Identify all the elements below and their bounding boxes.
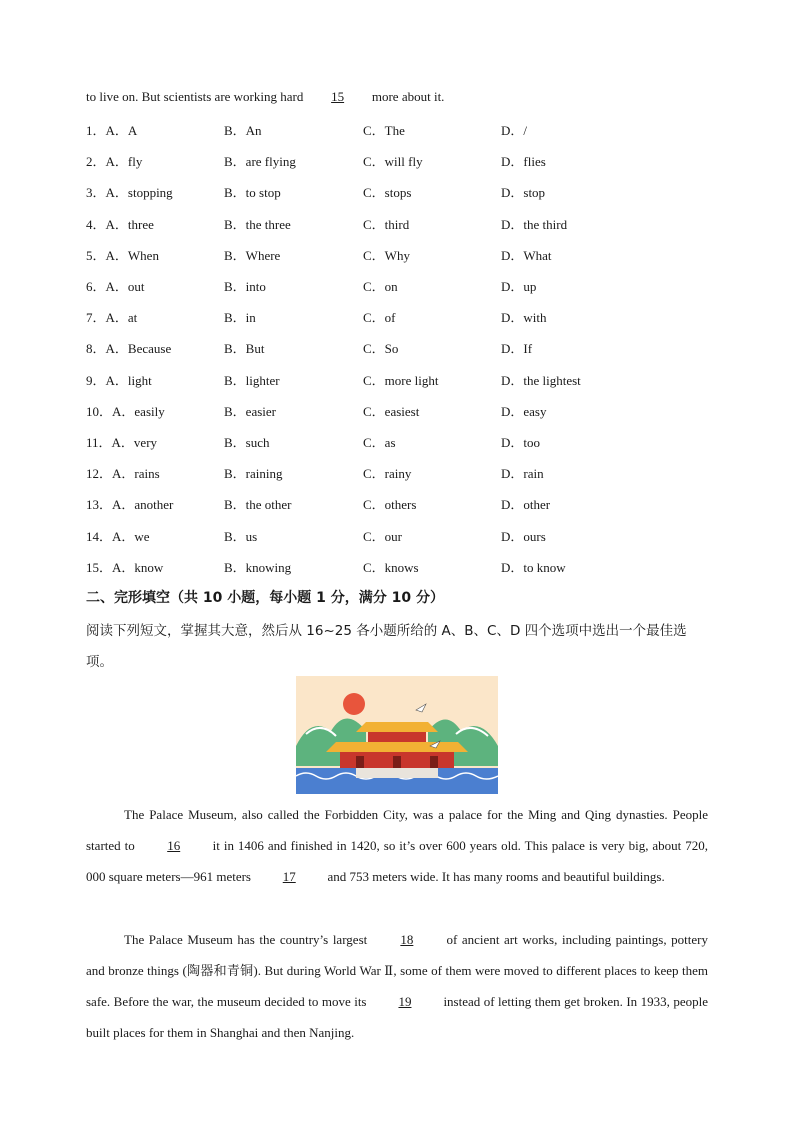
illus-terrace — [356, 768, 438, 778]
question-number: 9． — [86, 372, 106, 388]
blank-18: 18 — [400, 932, 414, 947]
question-row — [86, 151, 706, 171]
option-c: C．as — [363, 435, 396, 450]
question-row — [86, 494, 706, 514]
option-b: B．the three — [224, 216, 291, 232]
instruction-line-1: 阅读下列短文，掌握其大意，然后从 16~25 各小题所给的 A、B、C、D 四个选项中选出一个最佳选 — [86, 623, 687, 639]
option-d: D．to know — [501, 559, 566, 575]
question-number-and-option-a — [86, 370, 152, 389]
option-a: A．at — [105, 310, 138, 326]
passage-tail-before: to live on. But scientists are working hard — [86, 89, 304, 104]
option-c: C．on — [363, 279, 398, 294]
question-number: 8． — [86, 341, 106, 357]
option-a: A．very — [111, 435, 158, 450]
question-number: 6． — [86, 279, 106, 294]
question-number: 5． — [86, 247, 106, 263]
option-b: B．But — [224, 341, 265, 357]
passage-tail-after: more about it. — [371, 89, 445, 104]
option-b: B．to stop — [224, 185, 281, 201]
option-a: A．stopping — [105, 185, 173, 201]
illus-door-3 — [430, 756, 438, 768]
option-b: B．into — [224, 279, 266, 294]
option-c: C．more light — [363, 372, 439, 388]
section-title: 二、完形填空（共 10 小题，每小题 1 分，满分 10 分） — [86, 590, 444, 606]
question-row — [86, 120, 706, 140]
option-c: C．others — [363, 497, 417, 513]
question-number-and-option-a — [86, 526, 150, 545]
option-c: C．easiest — [363, 403, 420, 419]
option-c: C．Why — [363, 247, 410, 263]
option-a: A．three — [105, 216, 154, 232]
illus-door-2 — [393, 756, 401, 768]
question-row — [86, 401, 706, 421]
question-number: 4． — [86, 216, 106, 232]
option-a: A．fly — [105, 154, 143, 170]
option-c: C．rainy — [363, 466, 412, 482]
question-number: 10． — [86, 403, 113, 419]
question-number-and-option-a — [86, 338, 171, 357]
question-number: 3． — [86, 185, 106, 201]
p2-sentence-3: instead of letting them get broken. In 1933, people built places for them in Shanghai and then Nanjing. — [86, 994, 709, 1040]
question-row — [86, 307, 706, 327]
question-number: 13． — [86, 497, 113, 513]
option-a: A．light — [105, 372, 152, 388]
option-d: D．If — [501, 341, 533, 357]
option-d: D．stop — [501, 185, 546, 201]
option-d: D．easy — [501, 403, 547, 419]
p1-sentence-1: The Palace Museum, also called the Forbidden City, was a palace for the Ming and Qing dynasties. People started to — [86, 807, 708, 853]
question-number: 12． — [86, 466, 113, 482]
question-number: 7． — [86, 310, 106, 326]
option-a: A．another — [112, 497, 174, 513]
blank-19: 19 — [398, 994, 412, 1009]
option-d: D．up — [501, 279, 537, 294]
illus-roof-main — [326, 742, 468, 752]
option-b: B．An — [224, 123, 262, 138]
option-d: D．the third — [501, 216, 568, 232]
option-d: D．rain — [501, 466, 544, 482]
illus-roof-top — [356, 722, 438, 732]
option-c: C．third — [363, 216, 410, 232]
p2-sentence-1: The Palace Museum has the country’s largest — [124, 932, 368, 947]
option-d: D．with — [501, 310, 547, 326]
option-b: B．us — [224, 528, 258, 544]
option-d: D．ours — [501, 528, 546, 544]
question-number: 2． — [86, 154, 106, 170]
question-number-and-option-a — [86, 557, 163, 576]
blank-17: 17 — [282, 869, 296, 884]
question-number: 1． — [86, 123, 106, 138]
instruction-line-2: 项。 — [86, 654, 113, 670]
option-b: B．knowing — [224, 559, 292, 575]
option-c: C．So — [363, 341, 399, 357]
question-number-and-option-a — [86, 151, 142, 170]
question-row — [86, 182, 706, 202]
passage-paragraph-1 — [86, 799, 708, 892]
forbidden-city-illustration — [296, 676, 498, 794]
option-a: A．out — [105, 279, 145, 294]
option-c: C．will fly — [363, 154, 423, 170]
p2-sentence-2: of ancient art works, including paintings, pottery and bronze things (陶器和青铜). But during World War Ⅱ, some of them were moved to different places to keep them safe. Before the war, the museum decided to move its — [86, 932, 709, 1009]
question-number-and-option-a — [86, 214, 154, 233]
question-number: 11． — [86, 435, 112, 450]
question-number: 14． — [86, 528, 113, 544]
p1-sentence-3: and 753 meters wide. It has many rooms and beautiful buildings. — [327, 869, 665, 884]
question-row — [86, 338, 706, 358]
question-row — [86, 370, 706, 390]
option-b: B．such — [224, 435, 270, 450]
option-c: C．our — [363, 528, 403, 544]
illus-door-1 — [356, 756, 364, 768]
question-number-and-option-a — [86, 120, 137, 139]
question-row — [86, 463, 706, 483]
option-d: D．What — [501, 247, 552, 263]
option-c: C．of — [363, 310, 396, 326]
option-b: B．easier — [224, 403, 276, 419]
question-row — [86, 276, 706, 296]
option-c: C．stops — [363, 185, 412, 201]
option-a: A．rains — [112, 466, 160, 482]
option-a: A．easily — [112, 403, 165, 419]
question-row — [86, 432, 706, 452]
question-number-and-option-a — [86, 463, 160, 482]
illus-sun — [343, 693, 365, 715]
option-c: C．knows — [363, 559, 419, 575]
option-b: B．are flying — [224, 154, 296, 170]
option-d: D．flies — [501, 154, 546, 170]
passage-tail-line — [86, 89, 444, 105]
question-row — [86, 214, 706, 234]
option-c: C．The — [363, 123, 405, 138]
option-a: A．know — [112, 559, 164, 575]
question-number: 15． — [86, 559, 113, 575]
question-number-and-option-a — [86, 276, 145, 295]
question-row — [86, 557, 706, 577]
option-d: D．the lightest — [501, 372, 581, 388]
question-row — [86, 245, 706, 265]
option-b: B．in — [224, 310, 256, 326]
option-b: B．raining — [224, 466, 283, 482]
illus-upper-hall — [368, 732, 426, 742]
question-number-and-option-a — [86, 494, 173, 513]
option-b: B．Where — [224, 247, 281, 263]
option-a: A．we — [112, 528, 150, 544]
p1-sentence-2: it in 1406 and finished in 1420, so it’s over 600 years old. This palace is very big, about 720, 000 square meters—961 meters — [86, 838, 709, 884]
option-d: D．too — [501, 435, 541, 450]
option-d: D．/ — [501, 123, 528, 138]
option-d: D．other — [501, 497, 551, 513]
question-number-and-option-a — [86, 432, 157, 451]
question-number-and-option-a — [86, 307, 137, 326]
option-a: A．When — [105, 247, 159, 263]
option-b: B．lighter — [224, 372, 280, 388]
question-number-and-option-a — [86, 401, 165, 420]
option-a: A．Because — [105, 341, 172, 357]
question-row — [86, 526, 706, 546]
passage-paragraph-2 — [86, 924, 708, 1048]
question-number-and-option-a — [86, 182, 173, 201]
option-a: A．A — [105, 123, 138, 138]
option-b: B．the other — [224, 497, 292, 513]
question-number-and-option-a — [86, 245, 159, 264]
blank-15: 15 — [331, 89, 345, 104]
blank-16: 16 — [167, 838, 181, 853]
